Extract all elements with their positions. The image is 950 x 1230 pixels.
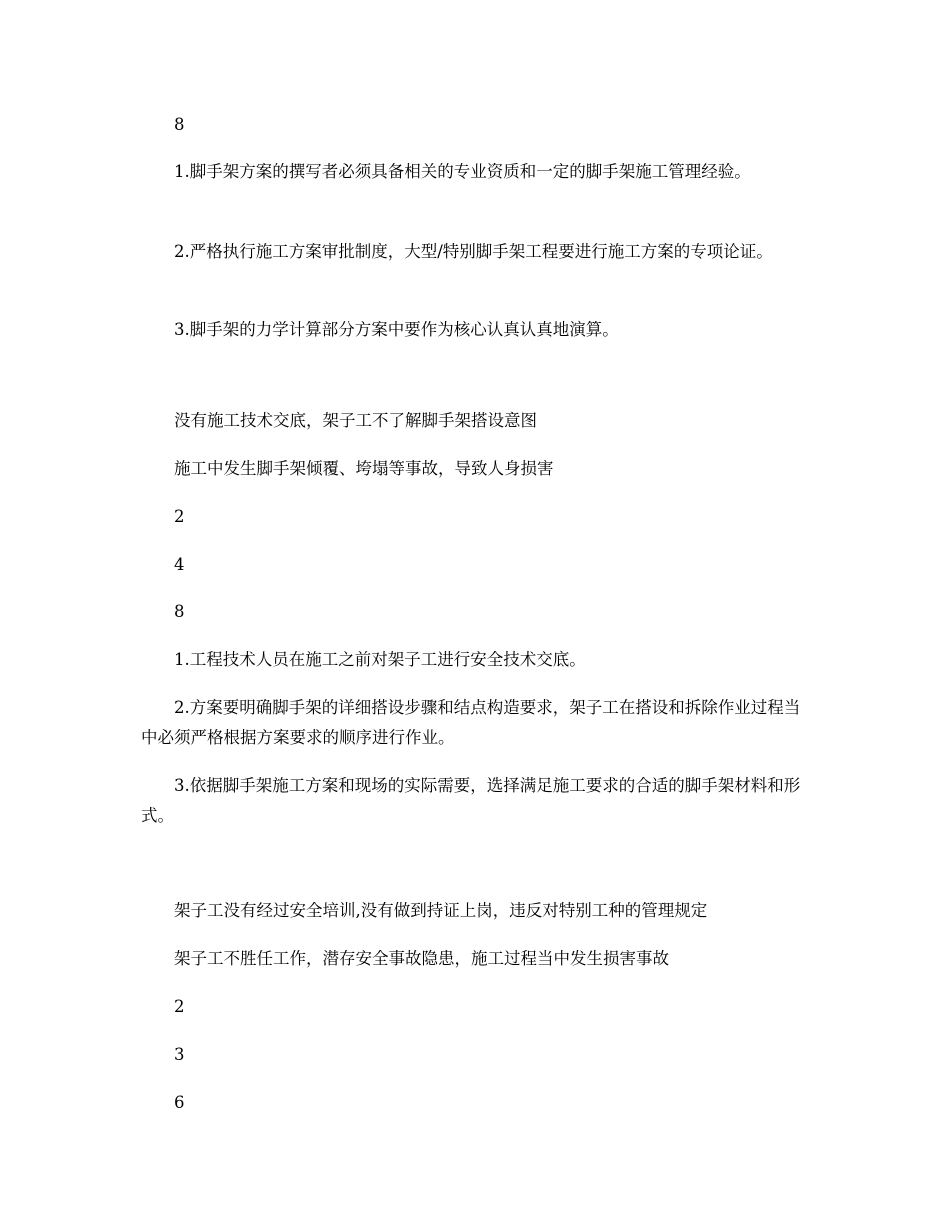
score-value: 8 xyxy=(174,602,185,621)
measure-paragraph: 2.严格执行施工方案审批制度，大型/特别脚手架工程要进行施工方案的专项论证。 xyxy=(174,242,773,261)
hazard-cause: 没有施工技术交底，架子工不了解脚手架搭设意图 xyxy=(174,411,537,430)
score-value: 2 xyxy=(174,507,185,526)
hazard-consequence: 架子工不胜任工作，潜存安全事故隐患，施工过程当中发生损害事故 xyxy=(174,949,669,968)
measure-paragraph: 3.脚手架的力学计算部分方案中要作为核心认真认真地演算。 xyxy=(174,320,619,339)
measure-paragraph: 1.工程技术人员在施工之前对架子工进行安全技术交底。 xyxy=(174,650,586,669)
score-value: 2 xyxy=(174,997,185,1016)
hazard-cause: 架子工没有经过安全培训,没有做到持证上岗，违反对特别工种的管理规定 xyxy=(174,901,708,920)
measure-paragraph: 1.脚手架方案的撰写者必须具备相关的专业资质和一定的脚手架施工管理经验。 xyxy=(174,162,751,181)
score-value: 8 xyxy=(174,115,185,134)
measure-paragraph: 2.方案要明确脚手架的详细搭设步骤和结点构造要求，架子工在搭设和拆除作业过程当中必须严格根据方案要求的顺序进行作业。 xyxy=(141,698,801,747)
score-value: 3 xyxy=(174,1045,185,1064)
score-value: 4 xyxy=(174,555,185,574)
hazard-consequence: 施工中发生脚手架倾覆、垮塌等事故，导致人身损害 xyxy=(174,459,554,478)
measure-paragraph: 3.依据脚手架施工方案和现场的实际需要，选择满足施工要求的合适的脚手架材料和形式。 xyxy=(141,776,801,825)
score-value: 6 xyxy=(174,1093,185,1112)
